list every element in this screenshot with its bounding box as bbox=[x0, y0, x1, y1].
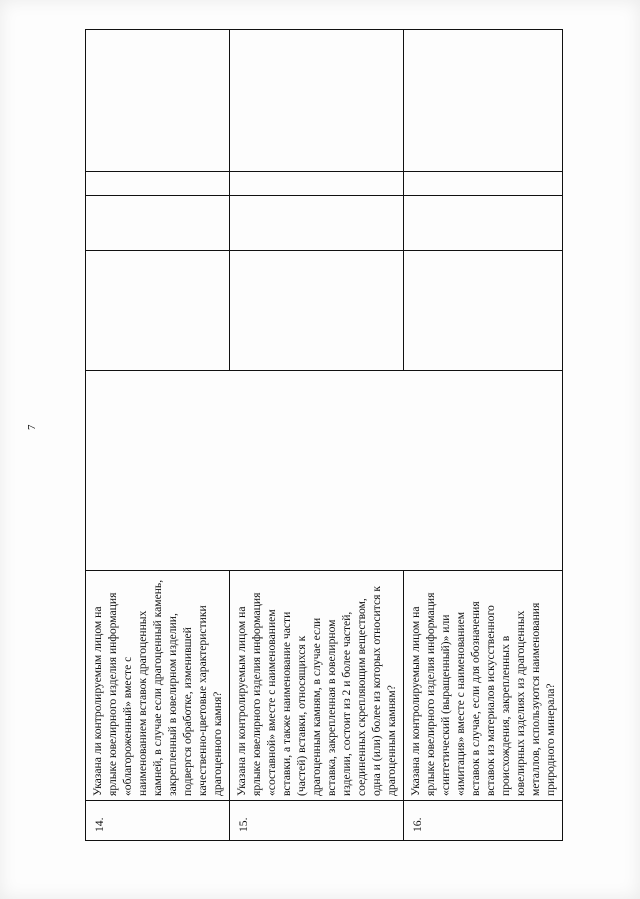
answer-cell bbox=[86, 196, 230, 251]
answer-cell bbox=[230, 172, 404, 196]
answer-cell bbox=[230, 30, 404, 172]
table-row bbox=[86, 30, 230, 841]
answer-cell bbox=[404, 251, 563, 371]
question-cell: Указана ли контролируемым лицом на ярлыке ювелирного изделия информация «облагороженный» вместе с наименованием вставок драгоценных камней, в случае если драгоценный камень, закрепленный в ювелирном изделии, подвергся обработке, изменившей качественно-цветовые характеристики драгоценного камня? bbox=[86, 571, 230, 801]
answer-cell bbox=[230, 251, 404, 371]
question-cell: Указана ли контролируемым лицом на ярлыке ювелирного изделия информация «синтетический (выращенный)» или «имитация» вместе с наименованием вставок в случае, если для обозначения вставок из материалов искусственного происхождения, закрепленных в ювелирных изделиях из драгоценных металлов, используются наименования природного минерала? bbox=[404, 571, 563, 801]
answer-cell bbox=[86, 30, 230, 172]
row-number-cell: 14. bbox=[86, 801, 230, 841]
question-cell: Указана ли контролируемым лицом на ярлыке ювелирного изделия информация «составной» вместе с наименованием вставки, а также наименование части (частей) вставки, относящихся к драгоценным камням, в случае если вставка, закрепленная в ювелирном изделии, состоит из 2 и более частей, соединенных скрепляющим веществом, одна и (или) более из которых относится к драгоценным камням? bbox=[230, 571, 404, 801]
page-number: 7 bbox=[26, 424, 38, 430]
answer-cell bbox=[404, 30, 563, 172]
empty-merged-cell bbox=[86, 371, 563, 571]
answer-cell bbox=[230, 196, 404, 251]
answer-cell bbox=[404, 172, 563, 196]
rotated-table-container bbox=[85, 30, 557, 841]
row-number-cell: 16. bbox=[404, 801, 563, 841]
answer-cell bbox=[404, 196, 563, 251]
answer-cell bbox=[86, 251, 230, 371]
answer-cell bbox=[86, 172, 230, 196]
checklist-table bbox=[85, 29, 563, 841]
row-number-cell: 15. bbox=[230, 801, 404, 841]
